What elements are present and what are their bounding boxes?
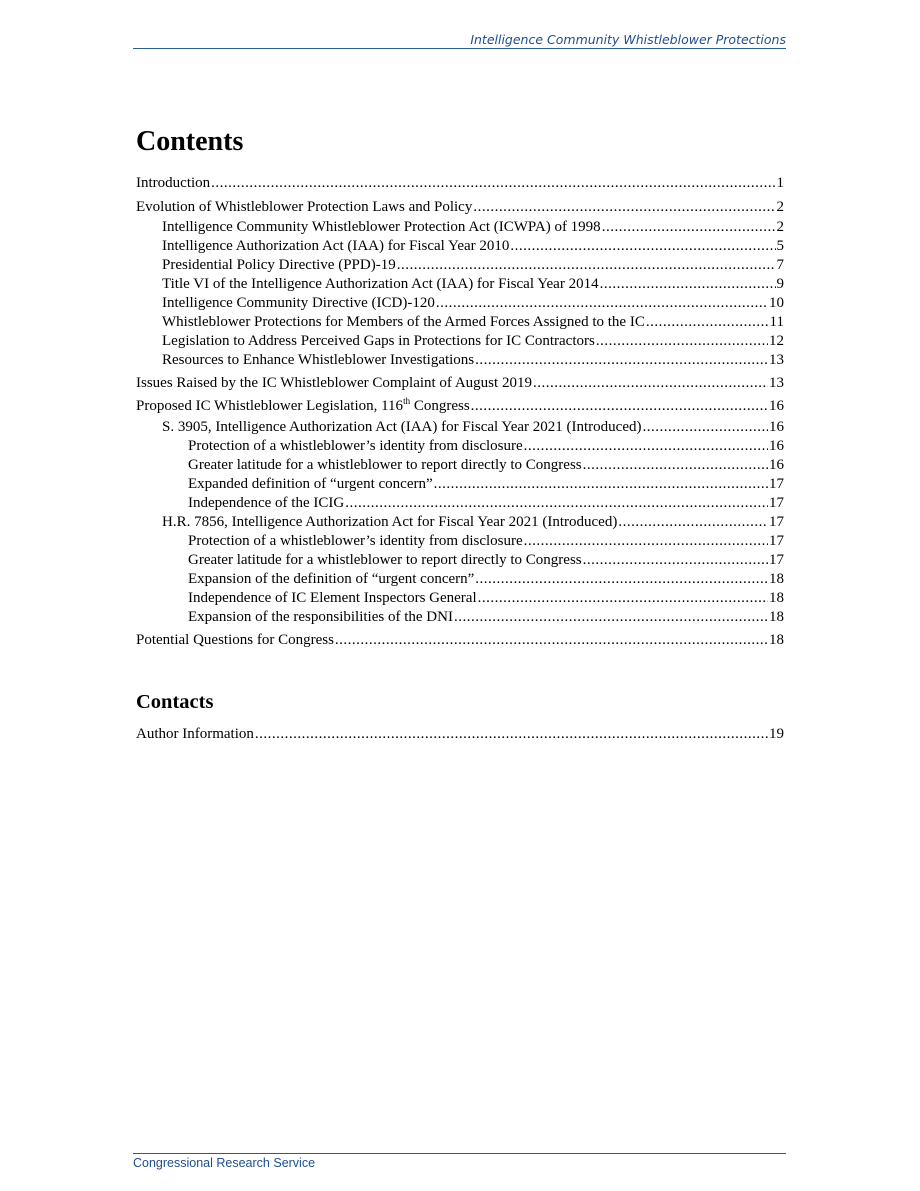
toc-entry-iaa-fy2010[interactable]: Intelligence Authorization Act (IAA) for Fiscal Year 2010 ..... 5 xyxy=(162,237,784,256)
toc-page-number: 2 xyxy=(776,219,784,235)
toc-page-number: 19 xyxy=(769,726,784,742)
toc-page-number: 5 xyxy=(776,238,784,254)
running-header xyxy=(133,32,786,49)
toc-entry-evolution[interactable]: Evolution of Whistleblower Protection Laws and Policy ..... 2 xyxy=(136,198,784,217)
toc-page-number: 18 xyxy=(769,571,784,587)
toc-page-number: 16 xyxy=(769,457,784,473)
toc-entry-s3905-urgent-concern[interactable]: Expanded definition of “urgent concern” ..... 17 xyxy=(188,475,784,494)
toc-page-number: 2 xyxy=(776,199,784,215)
toc-entry-hr7856-dni[interactable]: Expansion of the responsibilities of the DNI ..... 18 xyxy=(188,608,784,627)
toc-entry-hr7856-urgent-concern[interactable]: Expansion of the definition of “urgent concern” ..... 18 xyxy=(188,570,784,589)
toc-entry-armed-forces[interactable]: Whistleblower Protections for Members of the Armed Forces Assigned to the IC ..... 11 xyxy=(162,313,784,332)
toc-entry-icwpa-1998[interactable]: Intelligence Community Whistleblower Protection Act (ICWPA) of 1998 ..... 2 xyxy=(162,218,784,237)
running-header-title: Intelligence Community Whistleblower Protections xyxy=(470,32,786,47)
contents-heading: Contents xyxy=(136,126,244,157)
toc-page-number: 11 xyxy=(769,314,784,330)
toc-entry-ppd-19[interactable]: Presidential Policy Directive (PPD)-19 ..... 7 xyxy=(162,256,784,275)
toc-page-number: 1 xyxy=(776,175,784,191)
toc-entry-hr7856-inspectors-general[interactable]: Independence of IC Element Inspectors General ..... 18 xyxy=(188,589,784,608)
toc-page-number: 17 xyxy=(769,495,784,511)
toc-page-number: 13 xyxy=(769,375,784,391)
toc-entry-ic-contractors[interactable]: Legislation to Address Perceived Gaps in Protections for IC Contractors ..... 12 xyxy=(162,332,784,351)
toc-entry-resources[interactable]: Resources to Enhance Whistleblower Investigations ..... 13 xyxy=(162,351,784,370)
toc-entry-potential-questions[interactable]: Potential Questions for Congress ..... 18 xyxy=(136,631,784,650)
footer-publisher: Congressional Research Service xyxy=(133,1156,316,1170)
toc-page-number: 18 xyxy=(769,590,784,606)
toc-page-number: 17 xyxy=(769,476,784,492)
toc-entry-icd-120[interactable]: Intelligence Community Directive (ICD)-120 ..... 10 xyxy=(162,294,784,313)
toc-page-number: 12 xyxy=(769,333,784,349)
toc-entry-s3905-identity[interactable]: Protection of a whistleblower’s identity from disclosure ..... 16 xyxy=(188,437,784,456)
toc-entry-hr7856-latitude[interactable]: Greater latitude for a whistleblower to report directly to Congress ..... 17 xyxy=(188,551,784,570)
contacts-heading: Contacts xyxy=(136,691,214,713)
toc-entry-proposed-legislation[interactable]: Proposed IC Whistleblower Legislation, 116th Congress ..... 16 xyxy=(136,397,784,416)
toc-entry-author-information[interactable]: Author Information ..... 19 xyxy=(136,725,784,744)
toc-entry-hr-7856[interactable]: H.R. 7856, Intelligence Authorization Act for Fiscal Year 2021 (Introduced) ..... 17 xyxy=(162,513,784,532)
toc-page-number: 18 xyxy=(769,632,784,648)
toc-entry-introduction[interactable]: Introduction ..... 1 xyxy=(136,174,784,193)
toc-page-number: 17 xyxy=(769,552,784,568)
toc-page-number: 10 xyxy=(769,295,784,311)
running-footer xyxy=(133,1153,786,1171)
toc-entry-s-3905[interactable]: S. 3905, Intelligence Authorization Act (IAA) for Fiscal Year 2021 (Introduced) ..... 16 xyxy=(162,418,784,437)
toc-page-number: 9 xyxy=(776,276,784,292)
toc-page-number: 16 xyxy=(769,438,784,454)
toc-page-number: 17 xyxy=(769,514,784,530)
toc-entry-s3905-latitude[interactable]: Greater latitude for a whistleblower to report directly to Congress ..... 16 xyxy=(188,456,784,475)
toc-entry-complaint-aug-2019[interactable]: Issues Raised by the IC Whistleblower Complaint of August 2019 ..... 13 xyxy=(136,374,784,393)
toc-page-number: 16 xyxy=(769,398,784,414)
toc-page-number: 7 xyxy=(776,257,784,273)
toc-page-number: 18 xyxy=(769,609,784,625)
toc-entry-title-vi-iaa-fy2014[interactable]: Title VI of the Intelligence Authorization Act (IAA) for Fiscal Year 2014 ..... 9 xyxy=(162,275,784,294)
toc-page-number: 16 xyxy=(769,419,784,435)
toc-entry-hr7856-identity[interactable]: Protection of a whistleblower’s identity from disclosure ..... 17 xyxy=(188,532,784,551)
toc-page-number: 13 xyxy=(769,352,784,368)
toc-entry-s3905-icig[interactable]: Independence of the ICIG ..... 17 xyxy=(188,494,784,513)
toc-page-number: 17 xyxy=(769,533,784,549)
